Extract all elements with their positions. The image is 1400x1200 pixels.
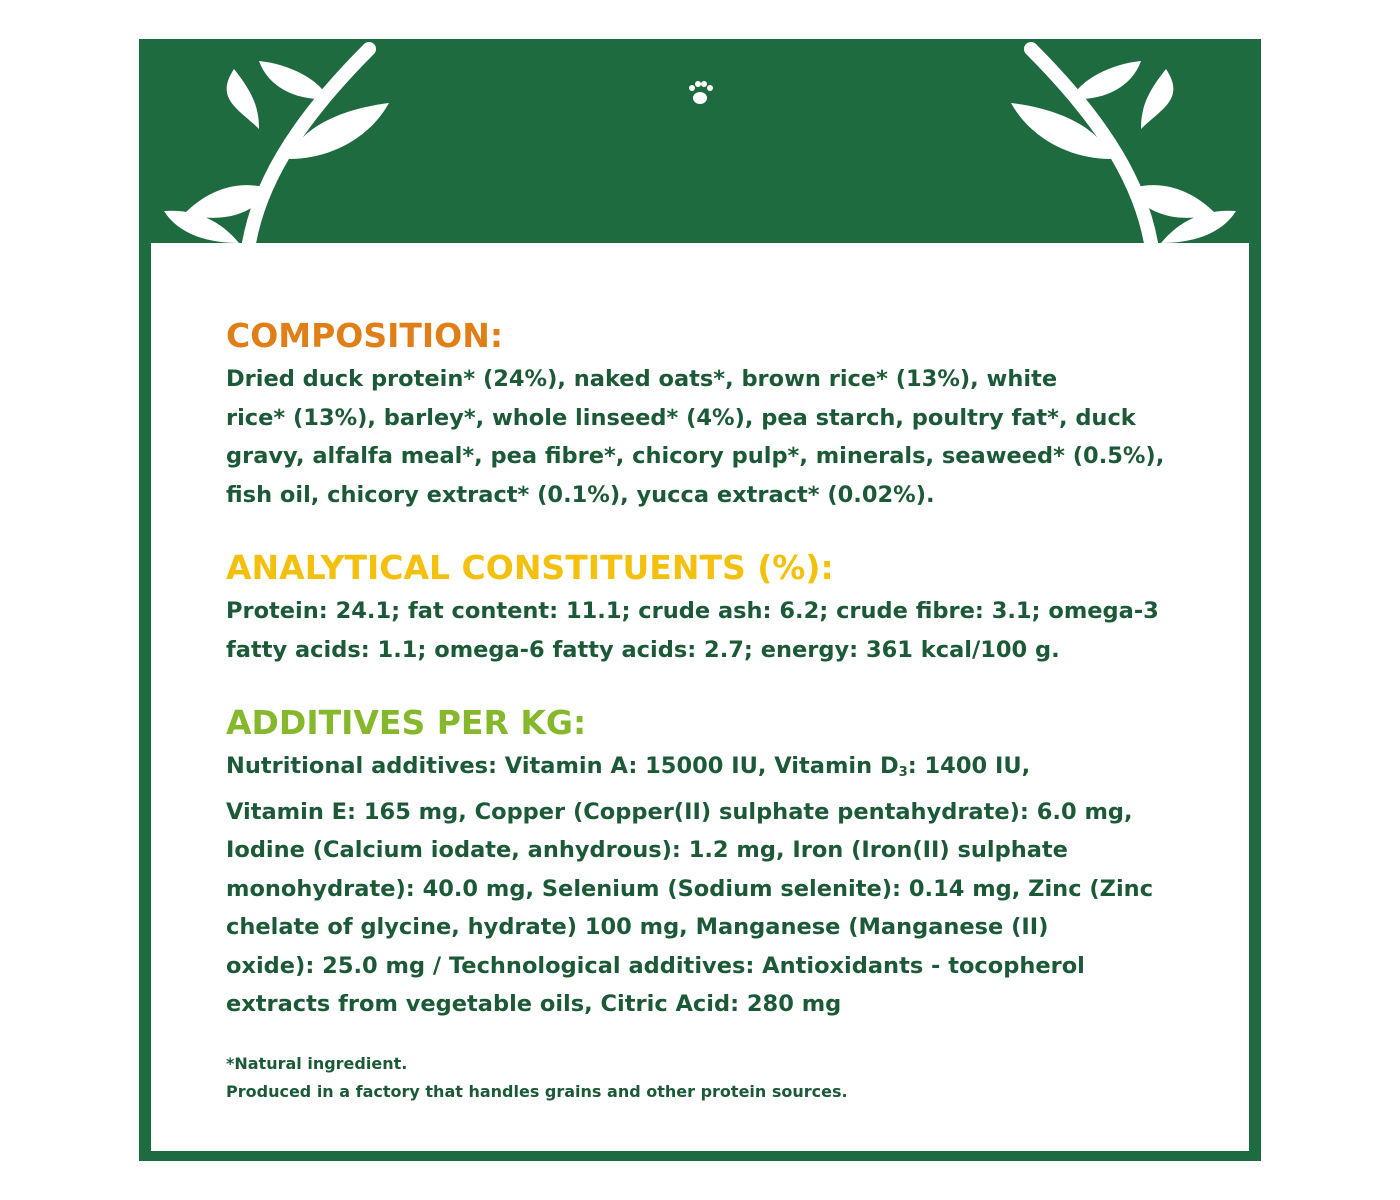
additives-line (226, 747, 1236, 793)
tree-paw-logo-icon (640, 64, 760, 150)
composition-line: gravy, alfalfa meal*, pea fibre*, chicory pulp*, minerals, seaweed* (0.5%), (226, 443, 1165, 469)
vitamin-d-subscript: 3 (898, 765, 908, 780)
composition-line: rice* (13%), barley*, whole linseed* (4%), pea starch, poultry fat*, duck (226, 404, 1136, 431)
composition-line: fish oil, chicory extract* (0.1%), yucca extract* (0.02%). (226, 481, 935, 508)
additives-line: extracts from vegetable oils, Citric Acid: 280 mg (226, 991, 842, 1017)
analytical-heading: ANALYTICAL CONSTITUENTS (%): (226, 548, 834, 587)
natural-ingredient-note: *Natural ingredient. (226, 1053, 408, 1073)
analytical-text (226, 592, 1236, 669)
ingredients-content (226, 312, 1236, 1106)
additives-heading: ADDITIVES PER KG: (226, 703, 587, 742)
trademark-mark: TM (740, 118, 751, 126)
additives-line: Iodine (Calcium iodate, anhydrous): 1.2 mg, Iron (Iron(II) sulphate (226, 837, 1068, 863)
additives-line-end: : 1400 IU, (907, 753, 1031, 779)
composition-line: Dried duck protein* (24%), naked oats*, brown rice* (13%), white (226, 366, 1058, 392)
additives-line: monohydrate): 40.0 mg, Selenium (Sodium selenite): 0.14 mg, Zinc (Zinc (226, 875, 1154, 902)
analytical-line: fatty acids: 1.1; omega-6 fatty acids: 2.7; energy: 361 kcal/100 g. (226, 636, 1060, 663)
composition-text (226, 360, 1236, 514)
factory-note: Produced in a factory that handles grains and other protein sources. (226, 1081, 848, 1101)
page-title: INGREDIENTS (445, 153, 955, 246)
analytical-line: Protein: 24.1; fat content: 11.1; crude ash: 6.2; crude fibre: 3.1; omega-3 (226, 598, 1159, 624)
additives-line: oxide): 25.0 mg / Technological additives: Antioxidants - tocopherol (226, 952, 1085, 979)
additives-line: chelate of glycine, hydrate) 100 mg, Manganese (Manganese (II) (226, 914, 1049, 940)
additives-line: Vitamin E: 165 mg, Copper (Copper(II) sulphate pentahydrate): 6.0 mg, (226, 798, 1133, 825)
additives-text (226, 747, 1236, 1024)
additives-line-start: Nutritional additives: Vitamin A: 15000 IU, Vitamin D (226, 753, 899, 779)
composition-heading: COMPOSITION: (226, 316, 504, 355)
